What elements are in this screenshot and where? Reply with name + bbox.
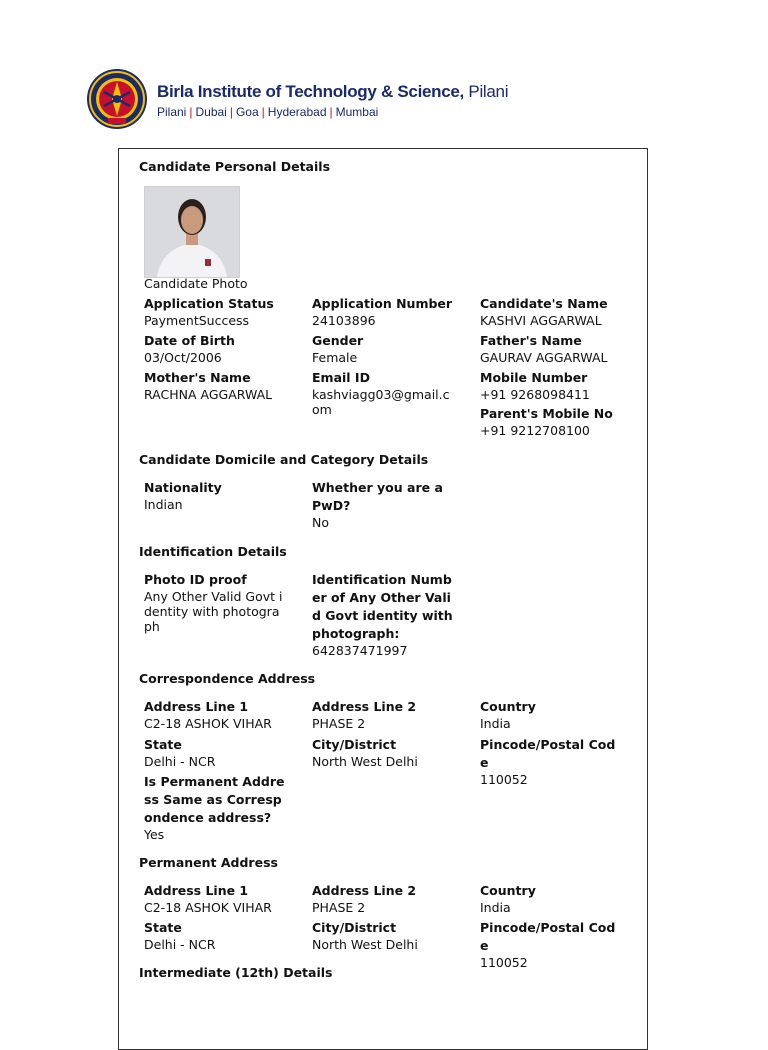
value-candidate-name: KASHVI AGGARWAL <box>480 313 602 328</box>
label-photo-id: Photo ID proof <box>144 572 247 587</box>
value-perm-address1: C2-18 ASHOK VIHAR <box>144 900 272 915</box>
candidate-photo <box>144 186 240 278</box>
label-corr-address1: Address Line 1 <box>144 699 249 714</box>
field-perm-country <box>480 882 622 915</box>
label-perm-state: State <box>144 920 182 935</box>
value-application-status: PaymentSuccess <box>144 313 250 328</box>
label-father-name: Father's Name <box>480 333 582 348</box>
field-corr-state <box>144 736 286 769</box>
field-corr-address1 <box>144 698 286 731</box>
value-mother-name: RACHNA AGGARWAL <box>144 387 273 402</box>
value-photo-id: Any Other Valid Govt identity with photograph <box>144 589 283 634</box>
label-perm-city: City/District <box>312 920 397 935</box>
label-perm-pincode: Pincode/Postal Code <box>480 920 616 953</box>
section-title-domicile: Candidate Domicile and Category Details <box>139 452 429 467</box>
value-parent-mobile: +91 9212708100 <box>480 423 590 438</box>
campus-mumbai: Mumbai <box>335 105 379 119</box>
field-application-number <box>312 295 454 328</box>
field-perm-state <box>144 919 286 952</box>
value-perm-city: North West Delhi <box>312 937 418 952</box>
value-mobile: +91 9268098411 <box>480 387 590 402</box>
section-title-intermediate: Intermediate (12th) Details <box>139 965 333 980</box>
label-parent-mobile: Parent's Mobile No <box>480 406 613 421</box>
label-email: Email ID <box>312 370 370 385</box>
label-corr-city: City/District <box>312 737 397 752</box>
field-email <box>312 369 454 417</box>
bits-logo-icon <box>86 68 148 130</box>
label-perm-country: Country <box>480 883 536 898</box>
label-same-address: Is Permanent Address Same as Correspondence address? <box>144 774 285 825</box>
label-pwd: Whether you are a PwD? <box>312 480 443 513</box>
field-same-address <box>144 773 286 842</box>
value-corr-city: North West Delhi <box>312 754 418 769</box>
photo-caption: Candidate Photo <box>144 276 248 291</box>
label-perm-address2: Address Line 2 <box>312 883 417 898</box>
value-perm-address2: PHASE 2 <box>312 900 366 915</box>
field-perm-address1 <box>144 882 286 915</box>
field-dob <box>144 332 286 365</box>
value-corr-country: India <box>480 716 511 731</box>
field-candidate-name <box>480 295 622 328</box>
candidate-photo-image <box>145 187 239 277</box>
section-title-permanent: Permanent Address <box>139 855 278 870</box>
value-perm-state: Delhi - NCR <box>144 937 216 952</box>
label-corr-pincode: Pincode/Postal Code <box>480 737 616 770</box>
value-corr-address1: C2-18 ASHOK VIHAR <box>144 716 272 731</box>
value-father-name: GAURAV AGGARWAL <box>480 350 608 365</box>
value-nationality: Indian <box>144 497 183 512</box>
label-mobile: Mobile Number <box>480 370 588 385</box>
field-pwd <box>312 479 454 530</box>
field-application-status <box>144 295 286 328</box>
label-corr-address2: Address Line 2 <box>312 699 417 714</box>
application-card <box>118 148 648 1050</box>
field-nationality <box>144 479 286 512</box>
field-perm-city <box>312 919 454 952</box>
value-email: kashviagg03@gmail.com <box>312 387 450 417</box>
field-father-name <box>480 332 622 365</box>
value-dob: 03/Oct/2006 <box>144 350 222 365</box>
campus-dubai: Dubai <box>195 105 227 119</box>
section-title-identification: Identification Details <box>139 544 287 559</box>
label-application-status: Application Status <box>144 296 274 311</box>
value-pwd: No <box>312 515 329 530</box>
value-gender: Female <box>312 350 358 365</box>
field-gender <box>312 332 454 365</box>
value-corr-address2: PHASE 2 <box>312 716 366 731</box>
label-perm-address1: Address Line 1 <box>144 883 249 898</box>
label-candidate-name: Candidate's Name <box>480 296 608 311</box>
field-mother-name <box>144 369 286 402</box>
field-photo-id <box>144 571 286 634</box>
field-perm-address2 <box>312 882 454 915</box>
field-corr-address2 <box>312 698 454 731</box>
value-corr-state: Delhi - NCR <box>144 754 216 769</box>
label-mother-name: Mother's Name <box>144 370 251 385</box>
field-corr-city <box>312 736 454 769</box>
campus-pilani: Pilani <box>157 105 187 119</box>
field-corr-pincode <box>480 736 622 787</box>
label-nationality: Nationality <box>144 480 222 495</box>
value-perm-country: India <box>480 900 511 915</box>
institute-name <box>157 82 508 102</box>
value-id-number: 642837471997 <box>312 643 408 658</box>
section-title-correspondence: Correspondence Address <box>139 671 316 686</box>
section-title-personal: Candidate Personal Details <box>139 159 331 174</box>
campus-hyderabad: Hyderabad <box>267 105 327 119</box>
label-application-number: Application Number <box>312 296 453 311</box>
field-corr-country <box>480 698 622 731</box>
campus-list: Pilani | Dubai | Goa | Hyderabad | Mumbai <box>157 105 379 119</box>
label-corr-state: State <box>144 737 182 752</box>
value-perm-pincode: 110052 <box>480 955 528 970</box>
campus-goa: Goa <box>235 105 259 119</box>
value-application-number: 24103896 <box>312 313 376 328</box>
label-corr-country: Country <box>480 699 536 714</box>
value-same-address: Yes <box>144 827 165 842</box>
value-corr-pincode: 110052 <box>480 772 528 787</box>
label-gender: Gender <box>312 333 364 348</box>
institute-header <box>86 66 509 132</box>
field-id-number <box>312 571 454 658</box>
institute-city: Pilani <box>468 82 509 101</box>
field-mobile <box>480 369 622 402</box>
label-dob: Date of Birth <box>144 333 235 348</box>
institute-name-text: Birla Institute of Technology & Science, <box>157 82 464 101</box>
label-id-number: Identification Number of Any Other Valid Govt identity with photograph: <box>312 572 453 641</box>
field-parent-mobile <box>480 405 622 438</box>
field-perm-pincode <box>480 919 622 970</box>
